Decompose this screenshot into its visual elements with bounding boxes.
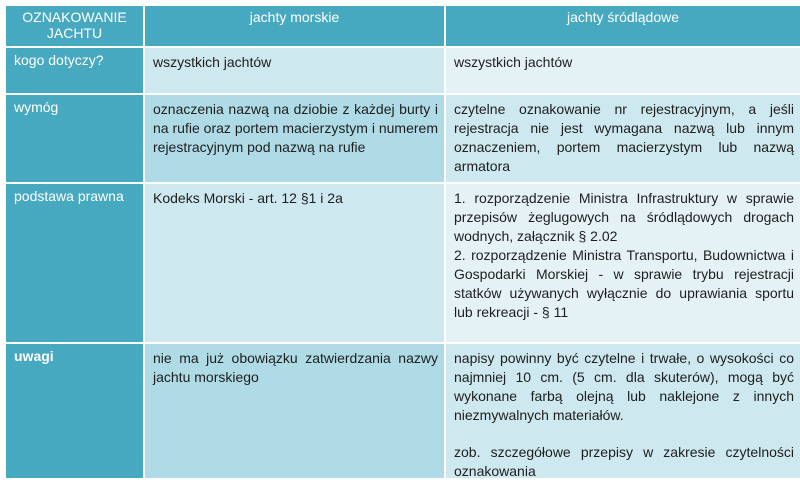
row-label-kogo-dotyczy: kogo dotyczy? xyxy=(6,48,143,93)
row-label-podstawa-prawna: podstawa prawna xyxy=(6,184,143,342)
cell-kogo-dotyczy-srodladowe: wszystkich jachtów xyxy=(446,48,800,93)
uwagi-note-1: napisy powinny być czytelne i trwałe, o wysokości co najmniej 10 cm. (5 cm. dla skuterów), mogą być wykonane farbą olejną lub naklejone z innych niezmywalnych materiałów. xyxy=(454,350,794,423)
paragraph-spacer xyxy=(454,425,794,443)
cell-uwagi-srodladowe xyxy=(446,344,800,478)
cell-wymog-srodladowe: czytelne oznakowanie nr rejestracyjnym, a jeśli rejestracja nie jest wymagana nazwą lub innym oznaczeniem, portem macierzystym lub nazwą armatora xyxy=(446,95,800,182)
cell-kogo-dotyczy-morskie: wszystkich jachtów xyxy=(145,48,444,93)
header-jachty-morskie: jachty morskie xyxy=(145,6,444,46)
header-oznakowanie-jachtu: OZNAKOWANIE JACHTU xyxy=(6,6,143,46)
header-jachty-srodladowe: jachty śródlądowe xyxy=(446,6,800,46)
row-label-uwagi: uwagi xyxy=(6,344,143,478)
cell-wymog-morskie: oznaczenia nazwą na dziobie z każdej burty i na rufie oraz portem macierzystym i numerem rejestracyjnym pod nazwą na rufie xyxy=(145,95,444,182)
row-label-wymog: wymóg xyxy=(6,95,143,182)
podstawa-prawna-item-1: 1. rozporządzenie Ministra Infrastruktury w sprawie przepisów żeglugowych na śródlądowych drogach wodnych, załącznik § 2.02 xyxy=(454,190,794,244)
uwagi-note-2: zob. szczegółowe przepisy w zakresie czytelności oznakowania xyxy=(454,444,794,478)
podstawa-prawna-item-2: 2. rozporządzenie Ministra Transportu, Budownictwa i Gospodarki Morskiej - w sprawie trybu rejestracji statków używanych wyłącznie do uprawiania sportu lub rekreacji - § 11 xyxy=(454,247,794,320)
yacht-marking-table xyxy=(6,6,796,476)
cell-uwagi-morskie: nie ma już obowiązku zatwierdzania nazwy jachtu morskiego xyxy=(145,344,444,478)
cell-podstawa-prawna-morskie: Kodeks Morski - art. 12 §1 i 2a xyxy=(145,184,444,342)
cell-podstawa-prawna-srodladowe xyxy=(446,184,800,342)
